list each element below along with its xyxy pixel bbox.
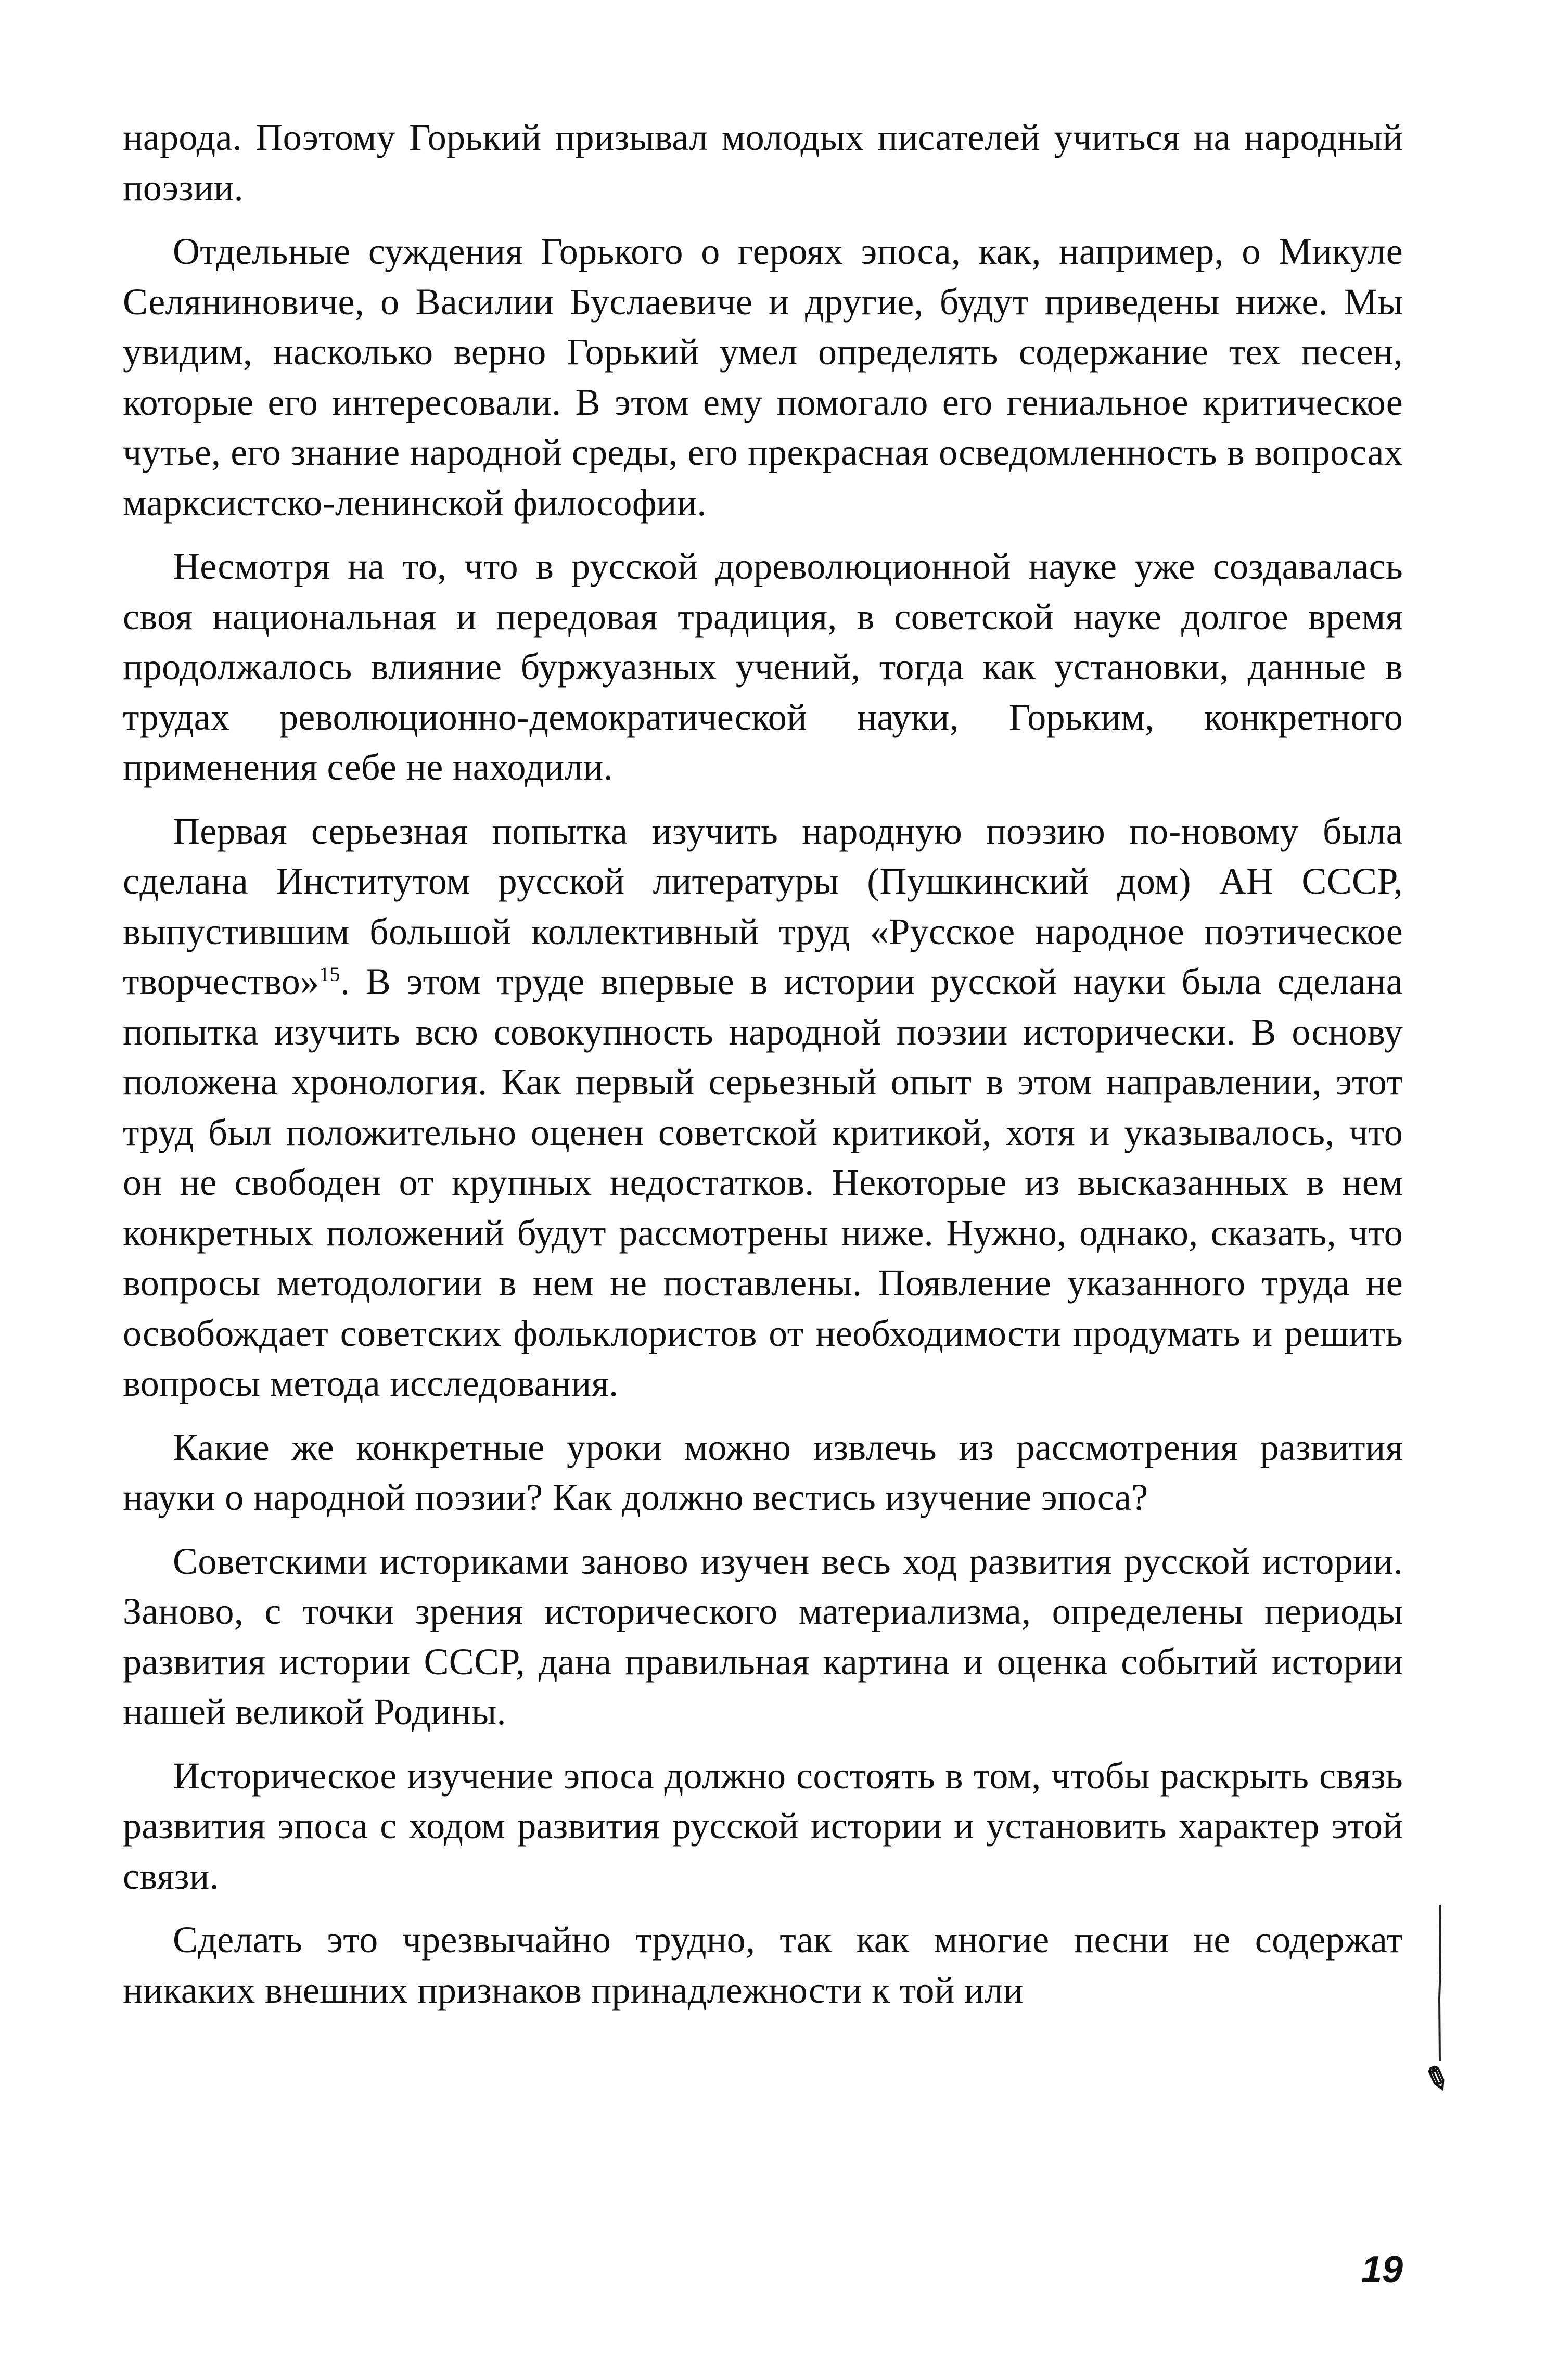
paragraph-8: Сделать это чрезвычайно трудно, так как многие песни не содержат никаких внешних признаков принадлежности к той или [123, 1919, 1403, 2011]
paragraph-5: Какие же конкретные уроки можно извлечь из рассмотрения развития науки о народной поэзии? Как должно вестись изучение эпоса? [123, 1426, 1403, 1518]
paragraph-1: народа. Поэтому Горький призывал молодых писателей учиться на народный поэзии. [123, 117, 1403, 209]
footnote-marker: 15 [319, 962, 340, 986]
paragraph-2: Отдельные суждения Горького о героях эпоса, как, например, о Микуле Селяниновиче, о Василии Буслаевиче и другие, будут приведены ниже. Мы увидим, насколько верно Горький умел определять содержание тех песен, которые его интересовали. В этом ему помогало его гениальное критическое чутье, его знание народной среды, его прекрасная осведомленность в вопросах марксистско-ленинской философии. [123, 231, 1403, 524]
paragraph-6: Советскими историками заново изучен весь ход развития русской истории. Заново, с точки зрения исторического материализма, определены периоды развития истории СССР, дана правильная картина и оценка событий истории нашей великой Родины. [123, 1540, 1403, 1733]
paragraph-4 [123, 806, 1403, 1409]
margin-annotation-icon: ✎ [1419, 2058, 1455, 2100]
page-number: 19 [1361, 2249, 1403, 2290]
margin-pencil-mark [1437, 1905, 1442, 2061]
paragraph-7: Историческое изучение эпоса должно состоять в том, чтобы раскрыть связь развития эпоса с ходом развития русской истории и установить характер этой связи. [123, 1754, 1403, 1897]
paragraph-3: Несмотря на то, что в русской дореволюционной науке уже создавалась своя национальная и передовая традиция, в советской науке долгое время продолжалось влияние буржуазных учений, тогда как установки, данные в трудах революционно-демократической науки, Горьким, конкретного применения себе не находили. [123, 545, 1403, 788]
page-body [123, 112, 1403, 2029]
paragraph-4-text-before: Первая серьезная попытка изучить народную поэзию по-новому была сделана Институтом русской литературы (Пушкинский дом) АН СССР, выпустившим большой коллективный труд «Русское народное поэтическое творчество» [123, 810, 1403, 1002]
paragraph-4-text-after: . В этом труде впервые в истории русской науки была сделана попытка изучить всю совокупность народной поэзии исторически. В основу положена хронология. Как первый серьезный опыт в этом направлении, этот труд был положительно оценен советской критикой, хотя и указывалось, что он не свободен от крупных недостатков. Некоторые из высказанных в нем конкретных положений будут рассмотрены ниже. Нужно, однако, сказать, что вопросы методологии в нем не поставлены. Появление указанного труда не освобождает советских фольклористов от необходимости продумать и решить вопросы метода исследования. [123, 961, 1403, 1404]
